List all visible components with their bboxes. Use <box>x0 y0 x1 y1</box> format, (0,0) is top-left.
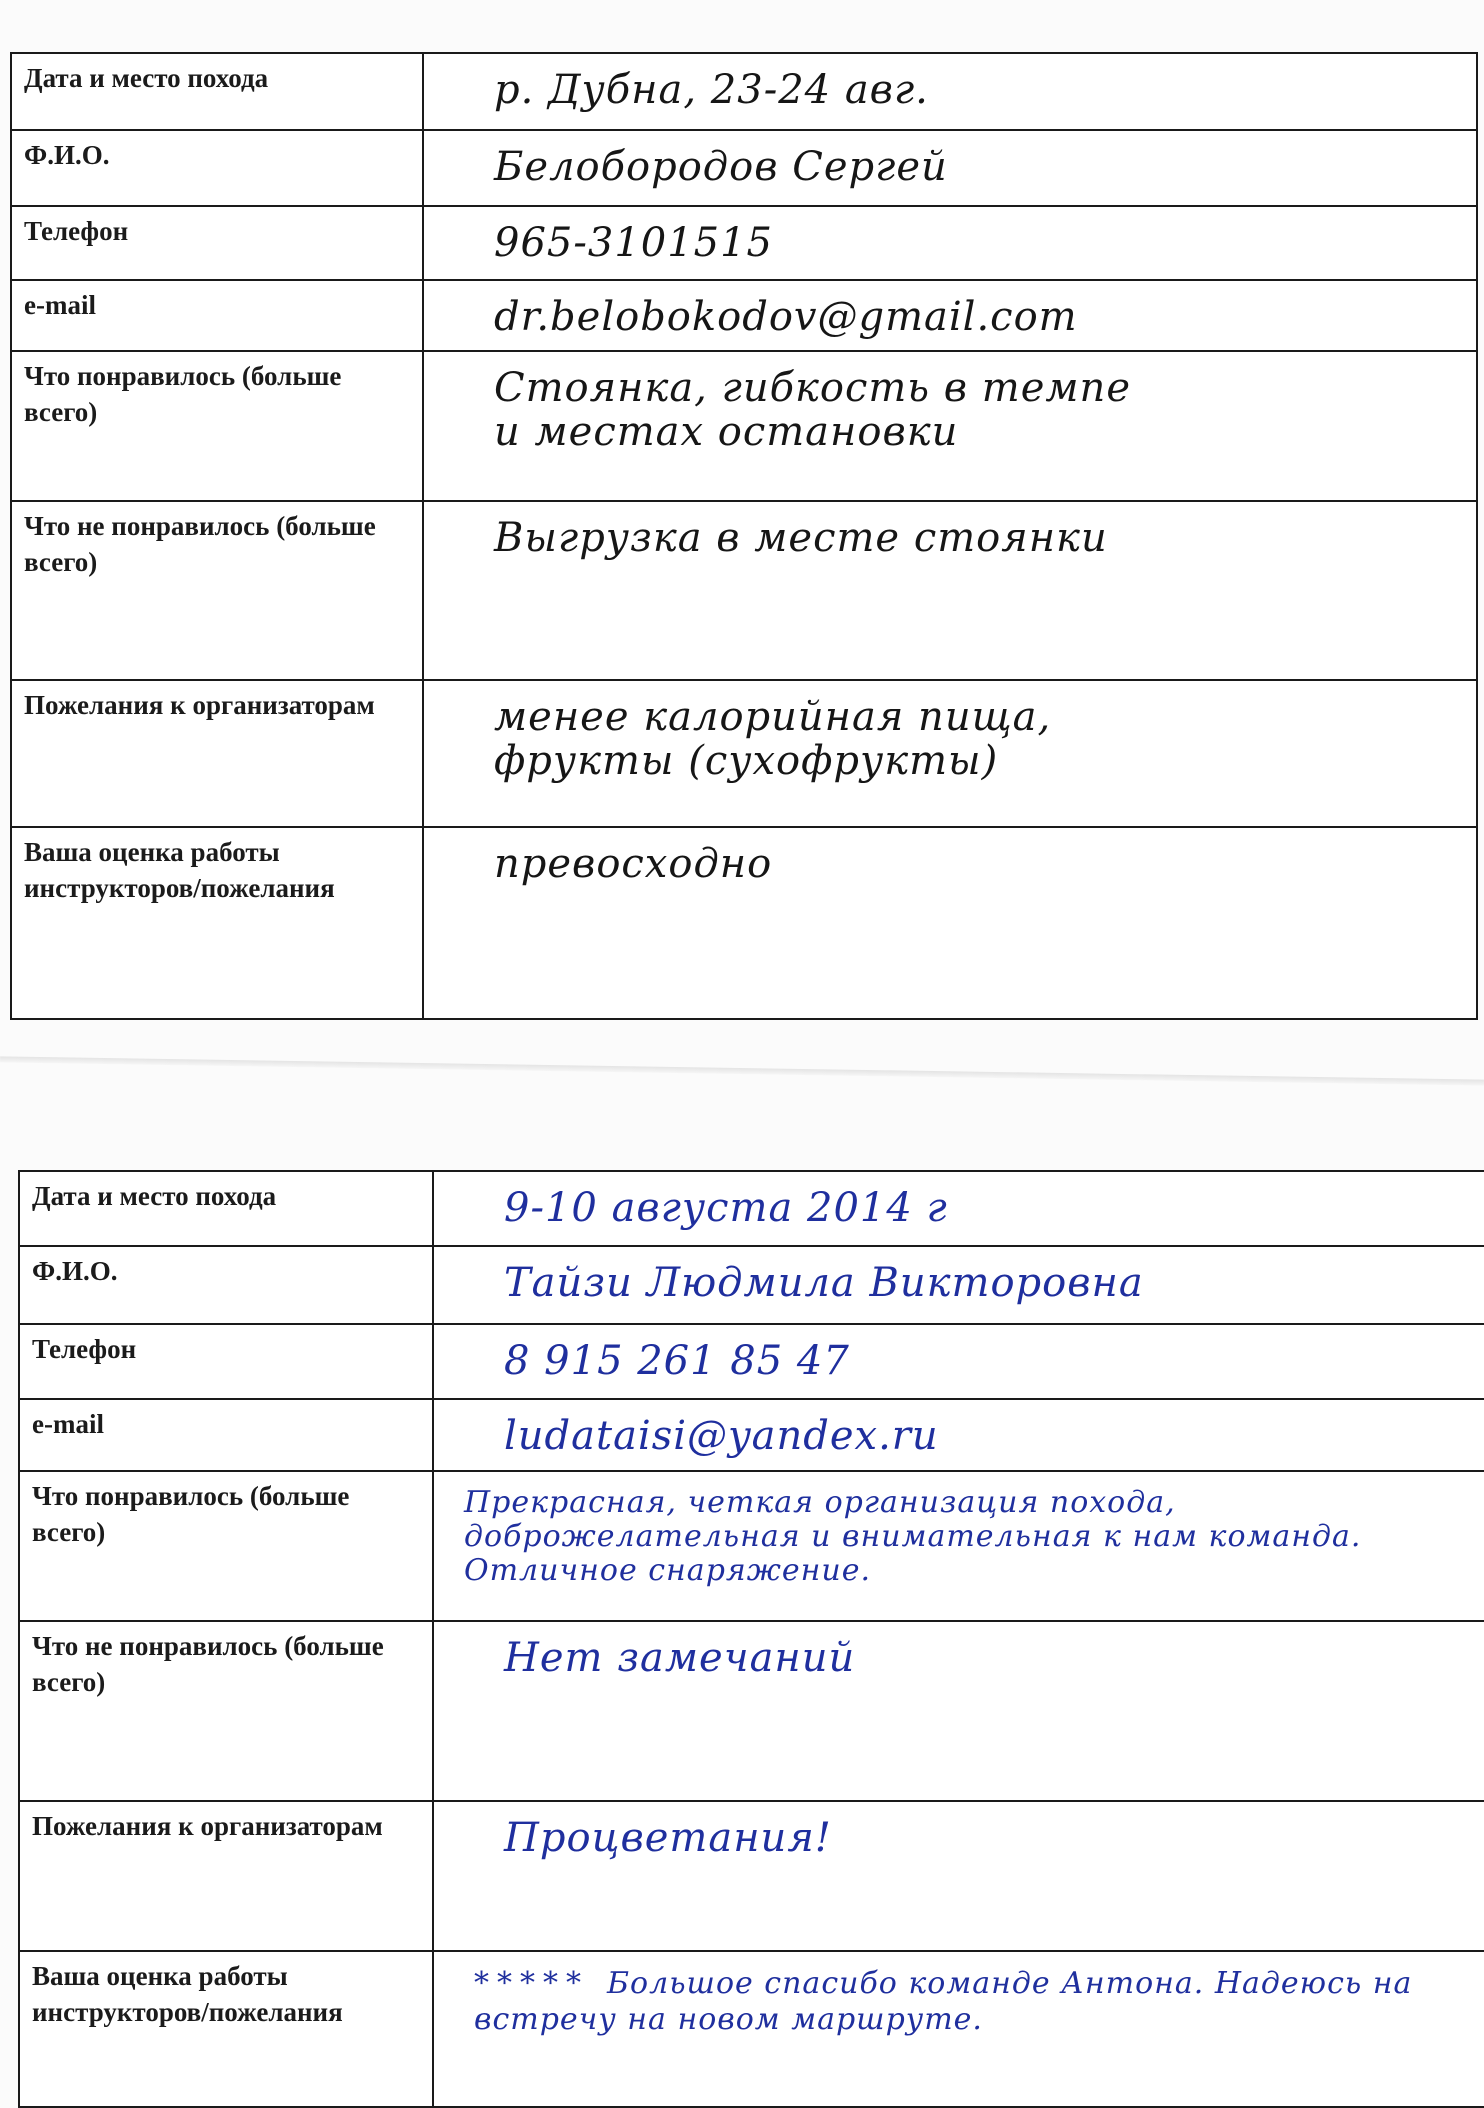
field-label: Телефон <box>19 1324 433 1399</box>
field-label: Ф.И.О. <box>11 130 423 206</box>
paper-fold-line <box>0 1056 1484 1085</box>
feedback-form-2 <box>18 1170 1484 2108</box>
form-row-name <box>19 1246 1484 1324</box>
field-value-phone: 8 915 261 85 47 <box>433 1324 1484 1399</box>
field-label: Что не понравилось (больше всего) <box>19 1621 433 1801</box>
form-row-phone <box>19 1324 1484 1399</box>
field-value-date-place: 9-10 августа 2014 г <box>433 1171 1484 1246</box>
field-label: Что понравилось (больше всего) <box>11 351 423 501</box>
form-row-disliked <box>11 501 1477 680</box>
field-value-instructors-text: Большое спасибо команде Антона. Надеюсь на встречу на новом маршруте. <box>474 1966 1413 2037</box>
form-row-liked <box>19 1471 1484 1621</box>
field-value-name: Белобородов Сергей <box>423 130 1477 206</box>
field-label: Дата и место похода <box>11 53 423 130</box>
field-value-date-place: р. Дубна, 23-24 авг. <box>423 53 1477 130</box>
rating-stars: ***** <box>474 1966 589 2001</box>
feedback-form-1 <box>10 52 1478 1020</box>
field-value-instructors <box>433 1951 1484 2107</box>
form-row-instructors <box>11 827 1477 1019</box>
field-label: Пожелания к организаторам <box>19 1801 433 1951</box>
field-value-email: ludataisi@yandex.ru <box>433 1399 1484 1471</box>
field-value-instructors: превосходно <box>423 827 1477 1019</box>
field-value-wishes: Процветания! <box>433 1801 1484 1951</box>
field-value-disliked: Выгрузка в месте стоянки <box>423 501 1477 680</box>
field-value-liked: Стоянка, гибкость в темпе и местах остановки <box>423 351 1477 501</box>
form-row-instructors <box>19 1951 1484 2107</box>
field-label: e-mail <box>11 280 423 351</box>
form-row-disliked <box>19 1621 1484 1801</box>
field-label: Телефон <box>11 206 423 280</box>
form-row-email <box>19 1399 1484 1471</box>
form-row-wishes <box>11 680 1477 827</box>
field-label: Ваша оценка работы инструкторов/пожелания <box>19 1951 433 2107</box>
field-value-name: Тайзи Людмила Викторовна <box>433 1246 1484 1324</box>
field-label: e-mail <box>19 1399 433 1471</box>
field-label: Что понравилось (больше всего) <box>19 1471 433 1621</box>
form-row-name <box>11 130 1477 206</box>
field-value-disliked: Нет замечаний <box>433 1621 1484 1801</box>
field-value-liked: Прекрасная, четкая организация похода, доброжелательная и внимательная к нам команда. Отличное снаряжение. <box>433 1471 1484 1621</box>
field-label: Ф.И.О. <box>19 1246 433 1324</box>
field-label: Что не понравилось (больше всего) <box>11 501 423 680</box>
form-row-phone <box>11 206 1477 280</box>
field-label: Дата и место похода <box>19 1171 433 1246</box>
field-value-email: dr.belobokodov@gmail.com <box>423 280 1477 351</box>
field-label: Пожелания к организаторам <box>11 680 423 827</box>
form-row-date-place <box>11 53 1477 130</box>
field-value-wishes: менее калорийная пища, фрукты (сухофрукты) <box>423 680 1477 827</box>
form-row-wishes <box>19 1801 1484 1951</box>
field-value-phone: 965-3101515 <box>423 206 1477 280</box>
form-row-liked <box>11 351 1477 501</box>
field-label: Ваша оценка работы инструкторов/пожелания <box>11 827 423 1019</box>
form-row-email <box>11 280 1477 351</box>
form-row-date-place <box>19 1171 1484 1246</box>
